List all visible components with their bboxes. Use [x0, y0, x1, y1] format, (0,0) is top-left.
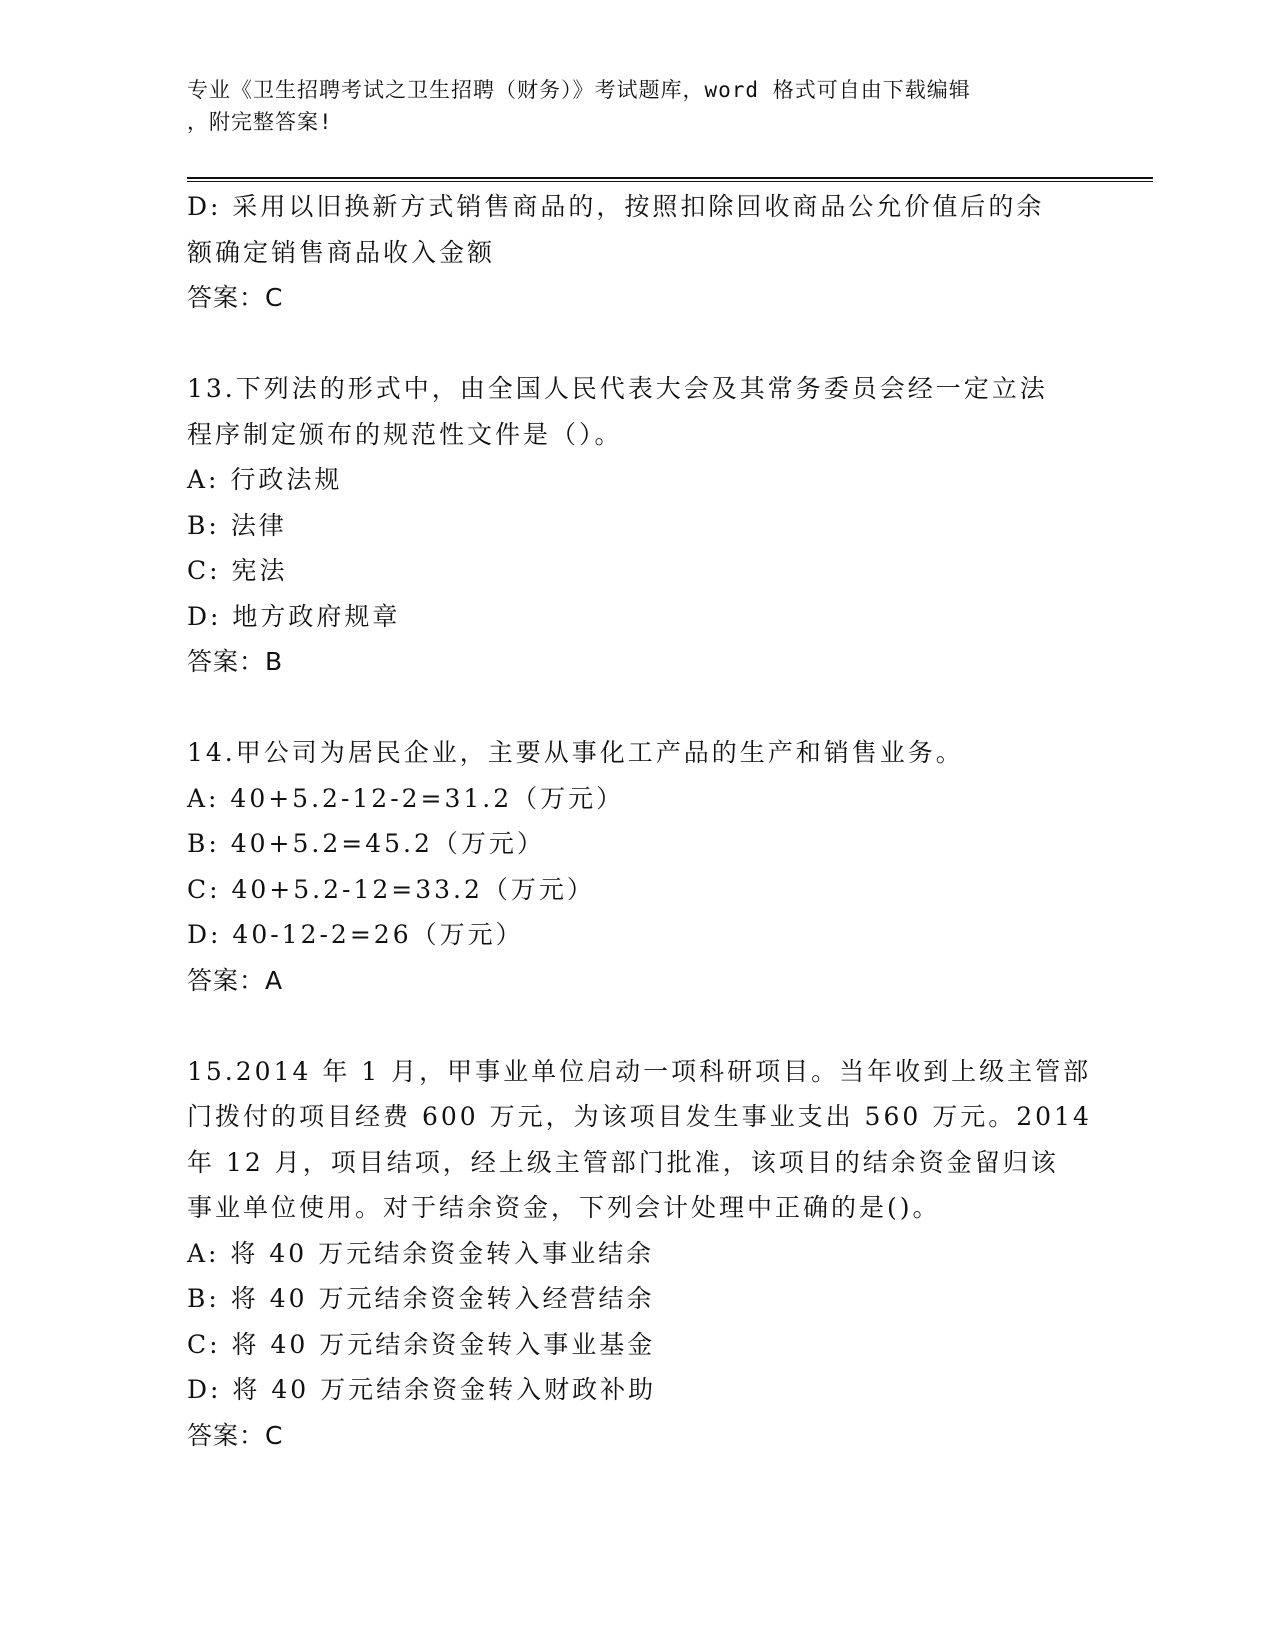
option-d: D: 40-12-2=26（万元） [187, 920, 524, 949]
question-text: 程序制定颁布的规范性文件是（）。 [187, 419, 623, 449]
header-line-2: ，附完整答案! [187, 110, 333, 134]
option-b: B: 法律 [187, 510, 287, 540]
answer-line: 答案：A [187, 965, 284, 995]
question-block-13 [187, 366, 1087, 685]
option-b: B: 将 40 万元结余资金转入经营结余 [187, 1284, 655, 1313]
spacer [187, 321, 1087, 367]
question-content [187, 184, 1092, 1458]
question-text: 13.下列法的形式中，由全国人民代表大会及其常务委员会经一定立法 [187, 374, 1048, 403]
option-a: A: 行政法规 [187, 465, 343, 494]
option-c: C: 宪法 [187, 556, 288, 585]
question-text: 年 12 月，项目结项，经上级主管部门批准，该项目的结余资金留归该 [187, 1147, 1059, 1177]
question-text: 15.2014 年 1 月，甲事业单位启动一项科研项目。当年收到上级主管部 [187, 1056, 1092, 1086]
question-block-14 [187, 730, 1087, 1003]
question-block-15 [187, 1049, 1092, 1459]
question-text: 门拨付的项目经费 600 万元，为该项目发生事业支出 560 万元。2014 [187, 1102, 1092, 1131]
question-text: 14.甲公司为居民企业，主要从事化工产品的生产和销售业务。 [187, 738, 964, 767]
spacer [187, 1003, 1087, 1049]
document-header [187, 74, 1067, 138]
option-a: A: 将 40 万元结余资金转入事业结余 [187, 1238, 655, 1268]
option-d: D: 地方政府规章 [187, 601, 401, 631]
answer-line: 答案：C [187, 283, 284, 312]
header-line-1: 专业《卫生招聘考试之卫生招聘（财务）》考试题库，word 格式可自由下载编辑 [187, 78, 971, 102]
option-text: D: 采用以旧换新方式销售商品的，按照扣除回收商品公允价值后的余 [187, 192, 1045, 221]
option-text: 额确定销售商品收入金额 [187, 237, 496, 267]
option-d: D: 将 40 万元结余资金转入财政补助 [187, 1375, 657, 1404]
question-text: 事业单位使用。对于结余资金，下列会计处理中正确的是()。 [187, 1193, 941, 1222]
answer-line: 答案：B [187, 647, 284, 676]
option-c: C: 将 40 万元结余资金转入事业基金 [187, 1329, 656, 1359]
question-block-12 [187, 184, 1087, 321]
answer-line: 答案：C [187, 1420, 284, 1450]
option-b: B: 40+5.2=45.2（万元） [187, 829, 545, 858]
header-divider [187, 177, 1153, 182]
option-a: A: 40+5.2-12-2=31.2（万元） [187, 783, 625, 813]
spacer [187, 685, 1087, 731]
option-c: C: 40+5.2-12=33.2（万元） [187, 874, 595, 904]
